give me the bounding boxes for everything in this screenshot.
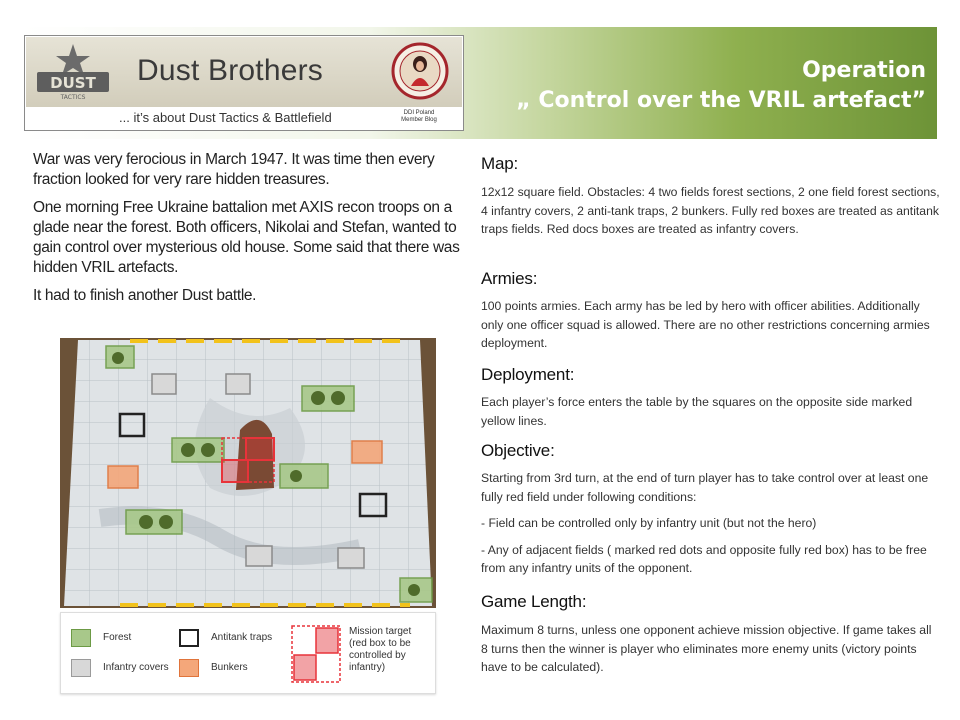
brand-tagline: ... it’s about Dust Tactics & Battlefield	[119, 110, 332, 125]
map-body: 12x12 square field. Obstacles: 4 two fields forest sections, 2 one field forest sections, 4 infantry covers, 2 anti-tank traps, 2 bunkers. Fully red boxes are treated as antitank traps fields. Red docs boxes are treated as infantry covers.	[481, 185, 940, 236]
badge-line-1: DDI Poland	[403, 110, 435, 116]
operation-title	[516, 56, 926, 116]
legend-antitank-swatch	[179, 629, 199, 647]
intro-paragraph-3: It had to finish another Dust battle.	[33, 287, 257, 304]
objective-body-3: - Any of adjacent fields ( marked red dots and opposite fully red box) has to be free from any infantry units of the opponent.	[481, 542, 927, 575]
section-objective	[481, 441, 941, 578]
badge-line-2: Member Blog	[401, 117, 437, 123]
map-legend	[60, 612, 436, 694]
map-heading: Map:	[481, 154, 518, 173]
objective-heading: Objective:	[481, 441, 555, 460]
deployment-heading: Deployment:	[481, 365, 575, 384]
section-deployment	[481, 365, 941, 430]
legend-mission-target-icon	[291, 625, 341, 683]
section-armies	[481, 269, 941, 353]
title-line-1: Operation	[802, 58, 926, 83]
game-length-body: Maximum 8 turns, unless one opponent achieve mission objective. If game takes all 8 turns then the winner is player who eliminates more enemy units (victory points have to be calculated).	[481, 623, 932, 674]
intro-paragraph-1: War was very ferocious in March 1947. It was time then every fraction looked for very rare hidden treasures.	[33, 151, 435, 188]
legend-forest-swatch	[71, 629, 91, 647]
badge-caption	[395, 110, 443, 124]
title-line-2: „ Control over the VRIL artefact”	[516, 88, 926, 113]
legend-infantry-swatch	[71, 659, 91, 677]
ddi-member-badge-icon	[391, 42, 449, 100]
section-map	[481, 154, 941, 239]
armies-heading: Armies:	[481, 269, 538, 288]
deployment-body: Each player’s force enters the table by the squares on the opposite side marked yellow lines.	[481, 395, 913, 428]
legend-bunkers-label: Bunkers	[211, 662, 248, 673]
battlefield-map-photo	[60, 338, 436, 608]
intro-paragraph-2: One morning Free Ukraine battalion met AXIS recon troops on a glade near the forest. Both officers, Nikolai and Stefan, wanted to gain control over mysterious old house. Some said that there was hidden VRIL artefacts.	[33, 199, 460, 276]
armies-body: 100 points armies. Each army has be led by hero with officer abilities. Additionally only one officer squad is allowed. There are no other restrictions concerning armies deployment.	[481, 299, 930, 350]
emblem-subtext: TACTICS	[60, 94, 86, 101]
legend-antitank-label: Antitank traps	[211, 632, 273, 643]
emblem-text: DUST	[50, 74, 96, 92]
legend-mission-target-label: Mission target (red box to be controlled by infantry)	[349, 626, 412, 673]
section-game-length	[481, 592, 941, 677]
dust-tactics-emblem-icon	[33, 42, 113, 102]
objective-body-1: Starting from 3rd turn, at the end of turn player has to take control over at least one fully red field under following conditions:	[481, 471, 929, 504]
blog-logo[interactable]	[24, 35, 464, 131]
legend-bunkers-swatch	[179, 659, 199, 677]
brand-title: Dust Brothers	[137, 54, 323, 87]
game-length-heading: Game Length:	[481, 592, 587, 611]
intro-text	[33, 150, 473, 314]
legend-infantry-label: Infantry covers	[103, 662, 169, 673]
legend-forest-label: Forest	[103, 632, 132, 643]
objective-body-2: - Field can be controlled only by infantry unit (but not the hero)	[481, 516, 817, 530]
